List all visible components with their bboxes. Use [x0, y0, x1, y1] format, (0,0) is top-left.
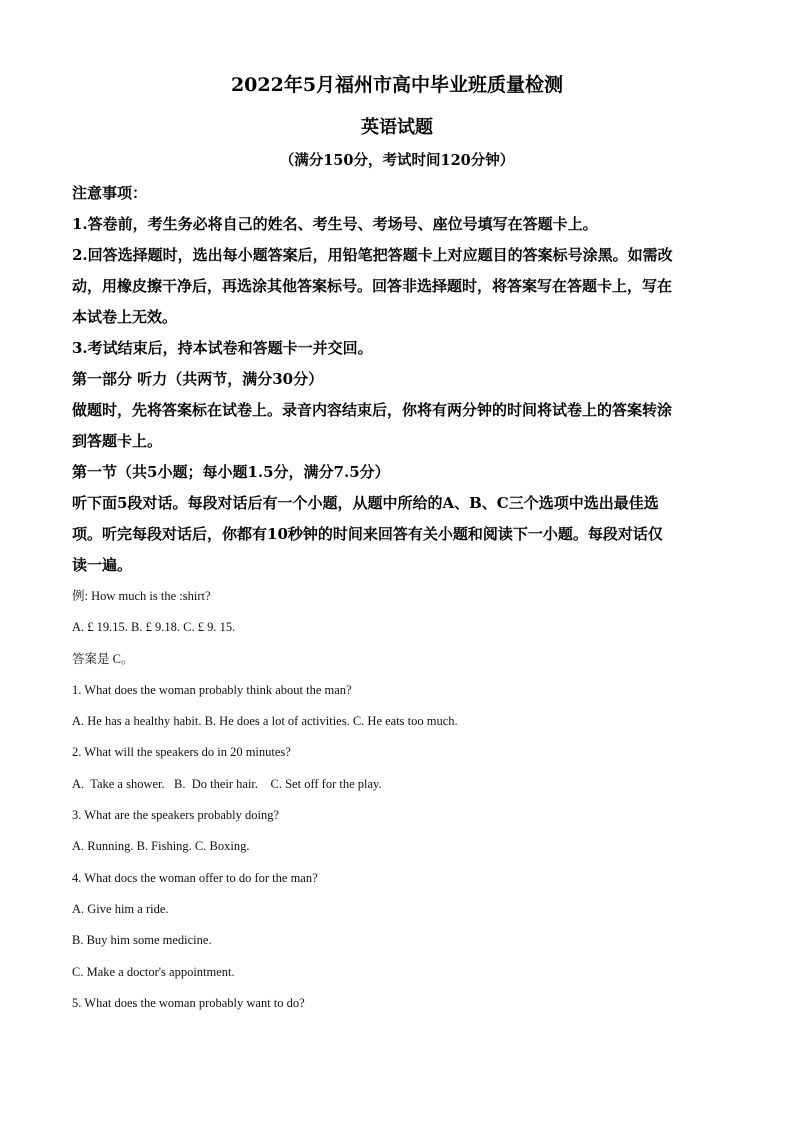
example-options: A. £ 19.15. B. £ 9.18. C. £ 9. 15. — [72, 620, 236, 635]
notice-item-2-line: 本试卷上无效。 — [72, 308, 178, 326]
section1-intro-line: 听下面5段对话。每段对话后有一个小题，从题中所给的A、B、C三个选项中选出最佳选 — [72, 494, 659, 512]
question-1-stem: 1. What does the woman probably think about the man? — [72, 682, 352, 697]
question-4-stem: 4. What docs the woman offer to do for the man? — [72, 870, 318, 885]
question-2-stem: 2. What will the speakers do in 20 minutes? — [72, 745, 291, 760]
example-answer: 答案是 C。 — [72, 651, 134, 666]
notice-item-1: 1.答卷前，考生务必将自己的姓名、考生号、考场号、座位号填写在答题卡上。 — [72, 215, 598, 233]
example-question: 例: How much is the :shirt? — [72, 589, 211, 603]
section1-intro-line: 项。听完每段对话后，你都有10秒钟的时间来回答有关小题和阅读下一小题。每段对话仅 — [72, 525, 663, 543]
question-4-option-b: B. Buy him some medicine. — [72, 933, 212, 948]
question-4-option-c: C. Make a doctor's appointment. — [72, 964, 235, 979]
notice-item-2-line: 动，用橡皮擦干净后，再选涂其他答案标号。回答非选择题时，将答案写在答题卡上，写在 — [72, 277, 673, 295]
notice-item-3: 3.考试结束后，持本试卷和答题卡一并交回。 — [72, 339, 373, 357]
section1-heading: 第一节（共5小题；每小题1.5分，满分7.5分） — [72, 463, 390, 481]
exam-content — [72, 178, 724, 1019]
section1-intro-line: 读一遍。 — [72, 556, 133, 574]
part1-intro-line: 做题时，先将答案标在试卷上。录音内容结束后，你将有两分钟的时间将试卷上的答案转涂 — [72, 401, 673, 419]
question-5-stem: 5. What does the woman probably want to do? — [72, 995, 305, 1010]
score-time-note: （满分150分，考试时间120分钟） — [279, 152, 515, 169]
exam-subject: 英语试题 — [361, 117, 433, 138]
notice-item-2-line: 2.回答选择题时，选出每小题答案后，用铅笔把答题卡上对应题目的答案标号涂黑。如需改 — [72, 246, 673, 264]
part1-intro-line: 到答题卡上。 — [72, 432, 163, 450]
question-1-options: A. He has a healthy habit. B. He does a lot of activities. C. He eats too much. — [72, 714, 458, 729]
question-3-options: A. Running. B. Fishing. C. Boxing. — [72, 839, 250, 854]
notice-heading: 注意事项： — [72, 184, 148, 202]
question-2-options: A. Take a shower. B. Do their hair. C. Set off for the play. — [72, 776, 382, 791]
question-4-option-a: A. Give him a ride. — [72, 901, 169, 916]
part1-heading: 第一部分 听力（共两节，满分30分） — [72, 370, 324, 388]
exam-title: 2022年5月福州市高中毕业班质量检测 — [230, 74, 564, 96]
question-3-stem: 3. What are the speakers probably doing? — [72, 808, 279, 823]
